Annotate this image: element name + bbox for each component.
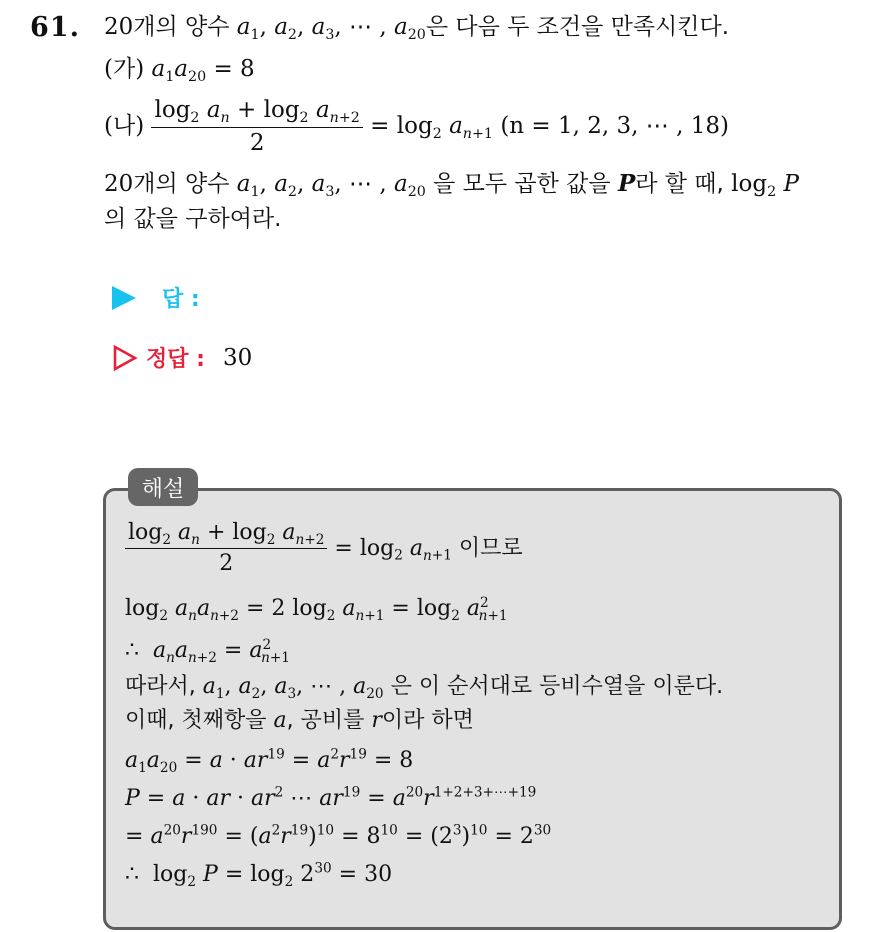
problem-number: 61. xyxy=(30,12,80,43)
answer-row xyxy=(112,282,200,313)
answer-triangle-icon xyxy=(112,286,136,310)
question-line-1: 20개의 양수 $a_1$, $a_2$, $a_3$, ⋯ , $a_{20}$ 을 모두 곱한 값을 P라 할 때, $\log_2 P$ xyxy=(104,170,799,200)
solution-tab: 해설 xyxy=(128,468,198,506)
solution-line-1: $\frac{\log_2 a_n + \log_2 a_{n+2}}{2}$ = $\log_2 a_{n+1}$ 이므로 xyxy=(125,520,523,578)
solution-line-8: = $a^{20}r^{190} = (a^2r^{19})^{10} = 8^{10} = (2^3)^{10} = 2^{30}$ xyxy=(125,822,552,849)
solution-line-3: ∴ $a_na_{n+2} = a^2_{n+1}$ xyxy=(125,636,290,666)
solution-line-6: $a_1a_{20} = a \cdot ar^{19} = a^2r^{19} = 8$ xyxy=(125,746,414,776)
condition-a: (가) $a_1a_{20} = 8$ xyxy=(104,56,255,85)
solution-line-4: 따라서, $a_1$, $a_2$, $a_3$, ⋯ , $a_{20}$ 은 이 순서대로 등비수열을 이룬다. xyxy=(125,674,724,702)
correct-answer-value: 30 xyxy=(222,344,253,371)
solution-line-7: P = a · ar · $ar^2$ ⋯ $ar^{19} = a^{20}r^{1+2+3+\cdots+19}$ xyxy=(125,784,537,811)
solution-line-2: $\log_2 a_na_{n+2} = 2$ $\log_2 a_{n+1} = \log_2 a^2_{n+1}$ xyxy=(125,594,508,624)
correct-answer-row xyxy=(112,342,252,373)
solution-line-5: 이때, 첫째항을 a, 공비를 r이라 하면 xyxy=(125,708,474,733)
condition-b-fraction: $\frac{\log_2 a_n + \log_2 a_{n+2}}{2}$ xyxy=(151,97,362,157)
correct-triangle-icon xyxy=(112,344,138,372)
correct-answer-label: 정답 : xyxy=(146,347,205,372)
question-line-2: 의 값을 구하여라. xyxy=(104,206,282,232)
answer-label: 답 : xyxy=(162,287,200,312)
problem-intro: 20개의 양수 $a_1$, $a_2$, $a_3$, ⋯ , $a_{20}$은 다음 두 조건을 만족시킨다. xyxy=(104,14,730,43)
condition-b: (나) $\frac{\log_2 a_n + \log_2 a_{n+2}}{2}$ = $\log_2 a_{n+1}$ (n = 1, 2, 3, ⋯ , 18) xyxy=(104,97,729,156)
solution-line-9: ∴ $\log_2 P = \log_2 2^{30} = 30$ xyxy=(125,860,393,890)
